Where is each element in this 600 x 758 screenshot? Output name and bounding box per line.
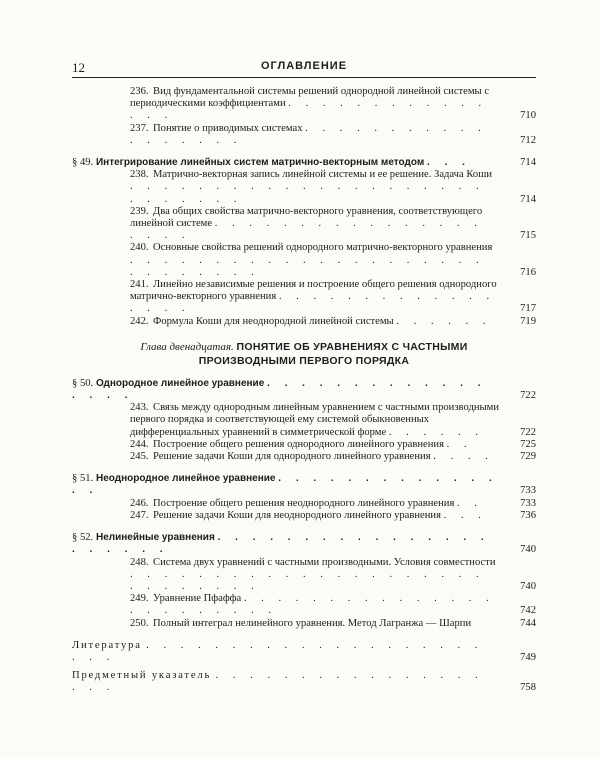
toc-page-number: 733 xyxy=(520,485,536,497)
chapter-heading[interactable] xyxy=(72,340,536,368)
chapter-label: Глава двенадцатая. xyxy=(140,340,234,353)
toc-page-number: 749 xyxy=(520,651,536,663)
toc-item-249[interactable]: 249. Уравнение Пфаффа . . . . . . . . . . . . . . . . . . . . . . . . 742 xyxy=(130,593,536,617)
section-52 xyxy=(72,532,536,630)
running-title: ОГЛАВЛЕНИЕ xyxy=(260,60,348,72)
toc-page-number: 758 xyxy=(520,682,536,694)
section-heading-50[interactable]: § 50. Однородное линейное уравнение . . . . . . . . . . . . . . . . . 722 xyxy=(72,377,536,402)
running-header xyxy=(72,60,536,76)
chapter-title-line2: ПРОИЗВОДНЫМИ ПЕРВОГО ПОРЯДКА xyxy=(198,354,410,367)
toc-item-236[interactable]: 236. Вид фундаментальной системы решений однородной линейной системы с периодическими коэффициентами . . . . . . . . . . . . . . . 710 xyxy=(130,86,536,122)
section-heading-52[interactable]: § 52. Нелинейные уравнения . . . . . . . . . . . . . . . . . . . . . . 740 xyxy=(72,532,536,556)
toc-page-number: 725 xyxy=(520,438,536,450)
toc-literature[interactable]: Литература . . . . . . . . . . . . . . . . . . . . . . . 749 xyxy=(72,639,536,663)
chapter-title-line1: ПОНЯТИЕ ОБ УРАВНЕНИЯХ С ЧАСТНЫМИ xyxy=(236,340,468,353)
toc-page-number: 736 xyxy=(520,509,536,521)
toc-item-240[interactable]: 240. Основные свойства решений однородного матрично-векторного уравнения . . . . . . . . . . . . . . . . . . . . . . . . . . . . . 716 xyxy=(130,242,536,278)
toc-page-number: 722 xyxy=(520,426,536,438)
section-50 xyxy=(72,378,536,463)
toc-page-number: 740 xyxy=(520,580,536,592)
toc-item-250[interactable]: 250. Полный интеграл нелинейного уравнения. Метод Лагранжа — Шарпи 744 xyxy=(130,617,536,629)
section-51 xyxy=(72,473,536,522)
toc-page-number: 716 xyxy=(520,266,536,278)
toc-page-number: 717 xyxy=(520,303,536,315)
toc-item-237[interactable]: 237. Понятие о приводимых системах . . . . . . . . . . . . . . . . . . 712 xyxy=(130,122,536,146)
toc-page-number: 714 xyxy=(520,193,536,205)
header-rule xyxy=(72,77,536,78)
toc-item-248[interactable]: 248. Система двух уравнений с частными производными. Условия совместности . . . . . . . . . . . . . . . . . . . . . . . . . . . . . 740 xyxy=(130,556,536,592)
toc-page-number: 744 xyxy=(520,617,536,629)
toc-item-243[interactable]: 243. Связь между однородным линейным уравнением с частными производными первого порядка и соответствующей ему системой обыкновенных дифференциальных уравнений в симметрической форме . . . . . . 722 xyxy=(130,402,536,438)
page-number: 12 xyxy=(72,60,85,75)
toc-item-241[interactable]: 241. Линейно независимые решения и построение общего решения однородного матрично-векторного уравнения . . . . . . . . . . . . . . . . . 717 xyxy=(130,279,536,315)
toc-page-number: 719 xyxy=(520,315,536,327)
toc-item-245[interactable]: 245. Решение задачи Коши для однородного линейного уравнения . . . . 729 xyxy=(130,451,536,463)
toc-page-number: 715 xyxy=(520,230,536,242)
toc-page-number: 710 xyxy=(520,110,536,122)
section-heading-49[interactable]: § 49. Интегрирование линейных систем матрично-векторным методом . . . 714 xyxy=(72,157,536,169)
toc-subject-index[interactable]: Предметный указатель . . . . . . . . . . . . . . . . . . . 758 xyxy=(72,670,536,694)
toc-item-244[interactable]: 244. Построение общего решения однородного линейного уравнения . . 725 xyxy=(130,438,536,450)
toc-item-242[interactable]: 242. Формула Коши для неоднородной линейной системы . . . . . . 719 xyxy=(130,315,536,327)
toc-page-number: 729 xyxy=(520,451,536,463)
toc-page-number: 714 xyxy=(520,157,536,169)
table-of-contents xyxy=(72,86,536,701)
toc-page-number: 733 xyxy=(520,497,536,509)
section-heading-51[interactable]: § 51. Неоднородное линейное уравнение . . . . . . . . . . . . . . . 733 xyxy=(72,473,536,497)
toc-item-238[interactable]: 238. Матрично-векторная запись линейной системы и ее решение. Задача Коши . . . . . . . . . . . . . . . . . . . . . . . . . . . . 714 xyxy=(130,169,536,205)
section-49 xyxy=(72,157,536,328)
toc-item-239[interactable]: 239. Два общих свойства матрично-векторного уравнения, соответствующего линейной системе . . . . . . . . . . . . . . . . . . . . 715 xyxy=(130,205,536,242)
toc-item-246[interactable]: 246. Построение общего решения неоднородного линейного уравнения . . 733 xyxy=(130,497,536,509)
toc-page-number: 712 xyxy=(520,134,536,146)
toc-item-247[interactable]: 247. Решение задачи Коши для неоднородного линейного уравнения . . . 736 xyxy=(130,509,536,521)
back-matter xyxy=(72,640,536,695)
toc-page-number: 740 xyxy=(520,544,536,556)
toc-page-number: 742 xyxy=(520,605,536,617)
toc-page-number: 722 xyxy=(520,390,536,402)
